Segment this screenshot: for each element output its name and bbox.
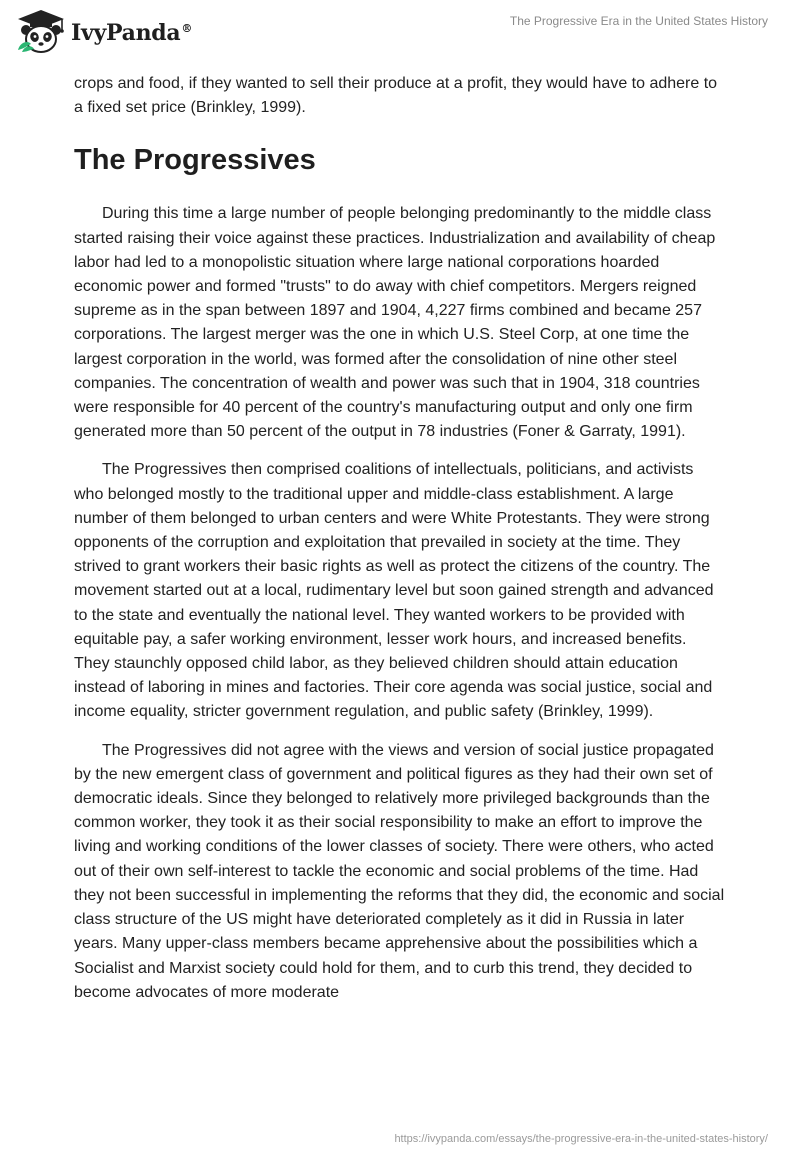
body-paragraph: The Progressives then comprised coalitions of intellectuals, politicians, and activists who belonged mostly to the traditional upper and middle-class establishment. A large number of them belonged to urban centers and were White Protestants. They were strong opponents of the corruption and exploitation that prevailed in society at the time. They strived to grant workers their basic rights as well as protect the citizens of the country. The movement started out at a local, rudimentary level but soon gained strength and advanced to the state and eventually the national level. They wanted workers to be provided with equitable pay, a safer working environment, lesser work hours, and increased benefits. They staunchly opposed child labor, as they believed children should attain education instead of laboring in mines and factories. Their core agenda was social justice, social and income equality, stricter government regulation, and public safety (Brinkley, 1999). [74, 461, 714, 721]
body-paragraph: The Progressives did not agree with the views and version of social justice propagated by the new emergent class of government and political figures as they had their own set of democratic ideals. Since they belonged to relatively more privileged backgrounds than the common worker, they took it as their social responsibility to make an effort to improve the living and working conditions of the lower classes of society. There were others, who acted out of their own self-interest to tackle the economic and social problems of the time. Had they not been successful in implementing the reforms that they did, the economic and social class structure of the US might have deteriorated completely as it did in Russia in later years. Many upper-class members became apprehensive about the possibilities which a Socialist and Marxist society could hold for them, and to curb this trend, they decided to become advocates of more moderate [74, 741, 725, 1001]
source-url[interactable]: https://ivypanda.com/essays/the-progressive-era-in-the-united-states-history/ [394, 1133, 768, 1145]
lead-paragraph: crops and food, if they wanted to sell their produce at a profit, they would have to adhere to a fixed set price (Brinkley, 1999). [74, 75, 718, 117]
brand-wordmark: IvyPanda [71, 20, 181, 46]
brand-name [71, 20, 192, 46]
section-heading: The Progressives [74, 144, 316, 177]
ivypanda-logo[interactable] [14, 8, 204, 56]
page-header [0, 0, 800, 70]
panda-graduate-icon [14, 8, 68, 56]
document-title: The Progressive Era in the United States History [509, 14, 768, 28]
essay-content [74, 72, 726, 1019]
body-paragraph: During this time a large number of people belonging predominantly to the middle class started raising their voice against these practices. Industrialization and availability of cheap labor had led to a monopolistic situation where large national corporations hoarded economic power and formed "trusts" to do away with chief competitors. Mergers reigned supreme as in the span between 1897 and 1904, 4,227 firms combined and became 257 corporations. The largest merger was the one in which U.S. Steel Corp, at one time the largest corporation in the world, was formed after the consolidation of nine other steel companies. The concentration of wealth and power was such that in 1904, 318 countries were responsible for 40 percent of the country's manufacturing output and only one firm generated more than 50 percent of the output in 78 industries (Foner & Garraty, 1991). [74, 205, 716, 441]
registered-mark: ® [181, 21, 193, 35]
